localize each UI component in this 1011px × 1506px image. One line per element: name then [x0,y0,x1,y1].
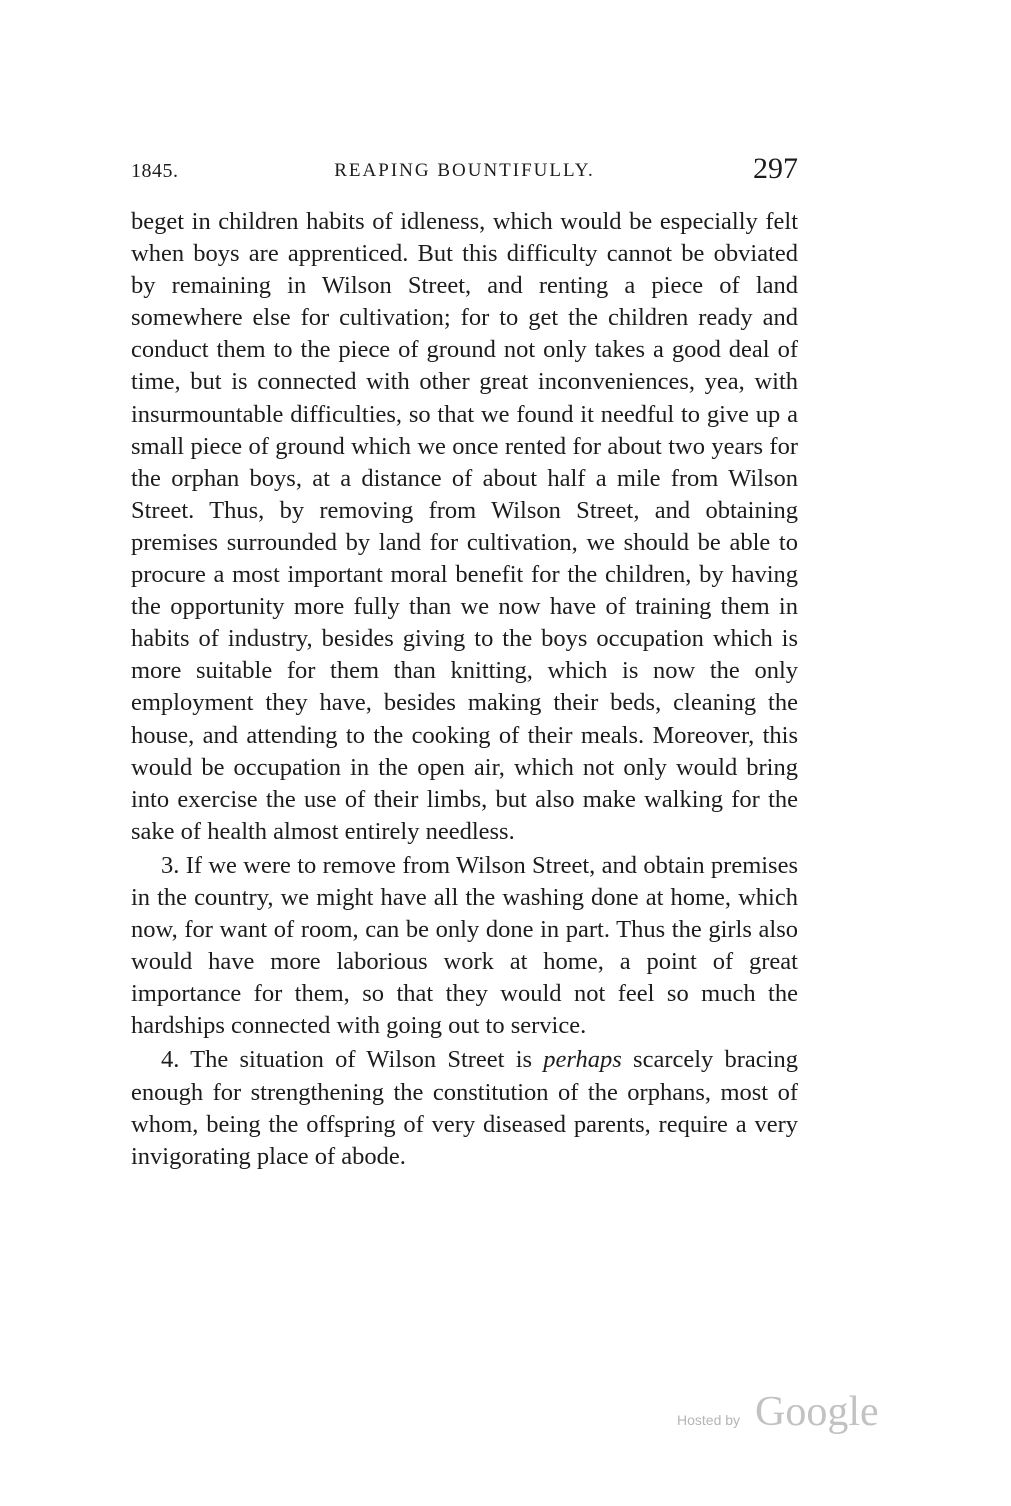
page-number: 297 [753,152,798,185]
header-year: 1845. [131,160,179,182]
paragraph-point-4-end: scarcely bracing enough for strengthening the constitution of the orphans, most of whom, being the offspring of very diseased parents, require a very invigorating place of abode. [131,1046,798,1170]
paragraph-continued: beget in children habits of idleness, which would be especially felt when boys are apprenticed. But this difficulty cannot be obviated by remaining in Wilson Street, and renting a piece of land somewhere else for cultivation; for to get the children ready and conduct them to the piece of ground not only takes a good deal of time, but is connected with other great inconveniences, yea, with insurmountable difficulties, so that we found it needful to give up a small piece of ground which we once rented for about two years for the orphan boys, at a distance of about half a mile from Wilson Street. Thus, by removing from Wilson Street, and obtaining premises surrounded by land for cultivation, we should be able to procure a most important moral benefit for the children, by having the opportunity more fully than we now have of training them in habits of industry, besides giving to the boys occupation which is more suitable for them than knitting, which is now the only employment they have, besides making their beds, cleaning the house, and attending to the cooking of their meals. Moreover, this would be occupation in the open air, which not only would bring into exercise the use of their limbs, but also make walking for the sake of health almost entirely needless. [131,208,798,845]
google-logo: Google [755,1389,879,1435]
emphasis-perhaps: perhaps [543,1046,622,1074]
running-header [131,152,798,188]
header-title: REAPING BOUNTIFULLY. [334,160,595,181]
body-text [131,206,798,1173]
hosted-by-text: Hosted by [677,1412,741,1428]
hosted-by-google-watermark [677,1388,887,1434]
paragraph-point-4 [131,1044,798,1172]
paragraph-point-4-start: 4. The situation of Wilson Street is [161,1046,544,1074]
paragraph-point-3: 3. If we were to remove from Wilson Street, and obtain premises in the country, we might have all the washing done at home, which now, for want of room, can be only done in part. Thus the girls also would have more laborious work at home, a point of great importance for them, so that they would not feel so much the hardships connected with going out to service. [131,851,798,1040]
